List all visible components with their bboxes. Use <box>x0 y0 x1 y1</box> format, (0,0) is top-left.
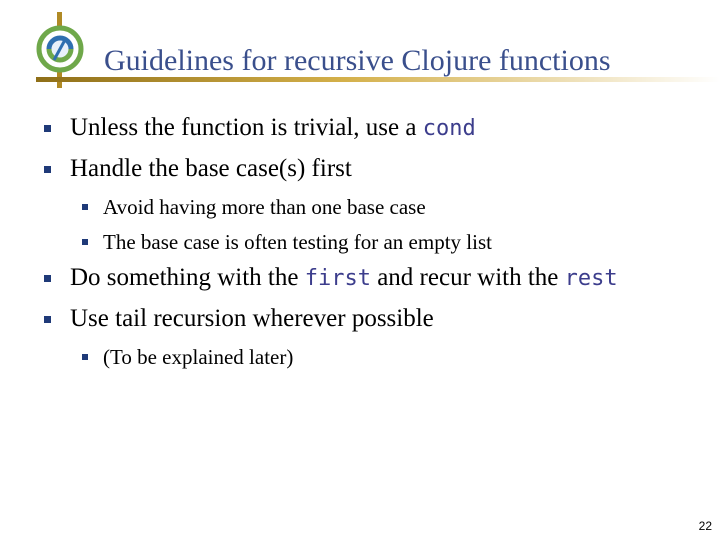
bullet-square-icon <box>82 354 88 360</box>
slide-title: Guidelines for recursive Clojure functions <box>104 44 611 77</box>
bullet-text: The base case is often testing for an empty list <box>103 230 492 254</box>
bullet-text: Use tail recursion wherever possible <box>70 305 434 332</box>
bullet-item <box>70 305 434 333</box>
bullet-square-icon <box>82 239 88 245</box>
page-number: 22 <box>698 519 712 533</box>
bullet-item <box>70 114 476 142</box>
code-keyword: first <box>304 266 371 291</box>
bullet-text: Unless the function is trivial, use a <box>70 114 423 141</box>
bullet-item <box>70 264 618 292</box>
bullet-square-icon <box>44 316 51 323</box>
sub-bullet-item <box>103 195 426 220</box>
bullet-text: Avoid having more than one base case <box>103 195 426 219</box>
bullet-text: (To be explained later) <box>103 345 294 369</box>
sub-bullet-item <box>103 230 492 255</box>
code-keyword: cond <box>422 116 476 141</box>
sub-bullet-item <box>103 345 293 370</box>
bullet-item <box>70 155 352 183</box>
bullet-text: Do something with the <box>70 264 305 291</box>
bullet-text: and recur with the <box>370 264 565 291</box>
bullet-square-icon <box>44 125 51 132</box>
bullet-square-icon <box>44 275 51 282</box>
bullet-square-icon <box>82 204 88 210</box>
bullet-text: Handle the base case(s) first <box>70 155 352 182</box>
code-keyword: rest <box>564 266 618 291</box>
bullet-square-icon <box>44 166 51 173</box>
